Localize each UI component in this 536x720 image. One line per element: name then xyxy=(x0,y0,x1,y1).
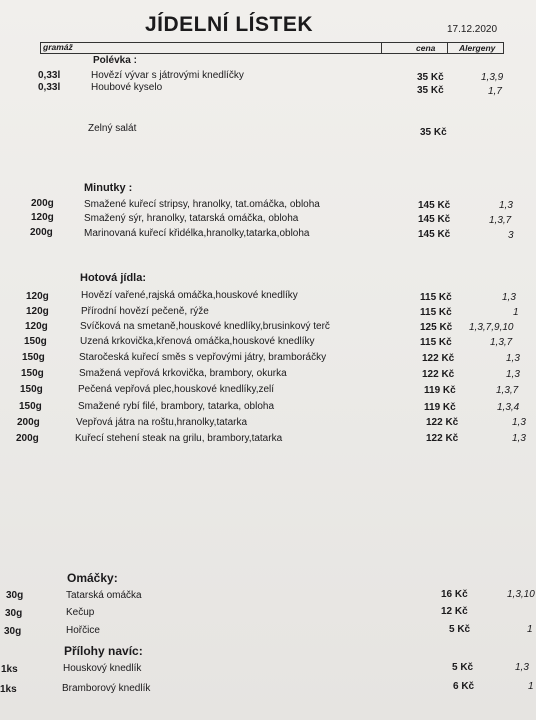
item-name: Bramborový knedlík xyxy=(62,683,151,694)
item-weight: 120g xyxy=(25,321,48,332)
item-weight: 200g xyxy=(17,417,40,428)
item-allergens: 1,3 xyxy=(502,292,516,303)
item-allergens: 1,3,9 xyxy=(481,72,504,83)
item-name: Smažené rybí filé, brambory, tatarka, obloha xyxy=(78,401,275,412)
item-name: Smažené kuřecí stripsy, hranolky, tat.omáčka, obloha xyxy=(84,199,320,210)
section-title-prilohy: Přílohy navíc: xyxy=(64,644,143,658)
item-weight: 200g xyxy=(16,433,39,444)
item-name: Přírodní hovězí pečeně, rýže xyxy=(81,306,209,317)
item-name: Tatarská omáčka xyxy=(66,590,142,601)
item-allergens: 1,3,7 xyxy=(496,385,519,396)
item-allergens: 1,3,7 xyxy=(490,337,513,348)
item-weight: 150g xyxy=(24,336,47,347)
item-weight: 30g xyxy=(6,590,24,601)
item-allergens: 1 xyxy=(527,624,533,635)
item-name: Hovězí vařené,rajská omáčka,houskové knedlíky xyxy=(81,290,298,301)
item-allergens: 1,3 xyxy=(515,662,529,673)
item-price: 35 Kč xyxy=(417,85,444,96)
section-title-minutky: Minutky : xyxy=(84,182,133,194)
item-allergens: 1,3,10 xyxy=(507,589,535,600)
item-price: 115 Kč xyxy=(420,292,452,303)
item-name: Staročeská kuřecí směs s vepřovými játry, bramboráčky xyxy=(79,352,327,363)
item-allergens: 1,3 xyxy=(506,369,520,380)
item-name: Zelný salát xyxy=(88,123,137,134)
item-name: Marinovaná kuřecí křidélka,hranolky,tatarka,obloha xyxy=(84,228,310,239)
item-price: 12 Kč xyxy=(441,606,468,617)
section-title-polevka: Polévka : xyxy=(93,55,137,66)
item-price: 145 Kč xyxy=(418,200,451,211)
item-weight: 150g xyxy=(19,401,42,412)
header-cena: cena xyxy=(416,43,436,53)
item-weight: 150g xyxy=(21,368,44,379)
item-price: 125 Kč xyxy=(420,322,453,333)
item-name: Houskový knedlík xyxy=(63,663,142,674)
item-price: 122 Kč xyxy=(422,369,455,380)
item-name: Houbové kyselo xyxy=(91,82,163,93)
item-allergens: 1,3 xyxy=(512,433,526,444)
item-name: Smažený sýr, hranolky, tatarská omáčka, obloha xyxy=(84,213,299,224)
item-price: 145 Kč xyxy=(418,229,451,240)
item-weight: 150g xyxy=(22,352,45,363)
item-allergens: 1,3,7 xyxy=(489,215,512,226)
item-weight: 150g xyxy=(20,384,43,395)
item-allergens: 3 xyxy=(508,230,514,241)
item-allergens: 1,3 xyxy=(506,353,520,364)
menu-date: 17.12.2020 xyxy=(447,24,498,35)
item-name: Hořčice xyxy=(66,625,100,636)
item-name: Hovězí vývar s játrovými knedlíčky xyxy=(91,70,244,81)
column-divider xyxy=(447,42,448,54)
item-price: 122 Kč xyxy=(426,433,459,444)
item-name: Kuřecí stehení steak na grilu, brambory,tatarka xyxy=(75,433,283,444)
item-price: 16 Kč xyxy=(441,589,468,600)
item-weight: 30g xyxy=(5,608,23,619)
item-price: 5 Kč xyxy=(452,662,474,673)
item-allergens: 1 xyxy=(528,681,534,692)
item-price: 35 Kč xyxy=(420,127,447,138)
item-weight: 120g xyxy=(26,291,49,302)
item-weight: 0,33l xyxy=(38,82,61,93)
item-allergens: 1,7 xyxy=(488,86,502,97)
item-name: Kečup xyxy=(66,607,95,618)
item-price: 119 Kč xyxy=(424,385,456,396)
item-price: 119 Kč xyxy=(424,402,456,413)
menu-title: JÍDELNÍ LÍSTEK xyxy=(145,13,314,36)
item-price: 115 Kč xyxy=(420,337,452,348)
item-price: 122 Kč xyxy=(422,353,455,364)
item-allergens: 1,3,7,9,10 xyxy=(469,322,514,333)
item-weight: 120g xyxy=(26,306,49,317)
item-weight: 30g xyxy=(4,626,22,637)
item-name: Uzená krkovička,křenová omáčka,houskové knedlíky xyxy=(80,336,315,347)
item-price: 5 Kč xyxy=(449,624,471,635)
item-name: Vepřová játra na roštu,hranolky,tatarka xyxy=(76,417,248,428)
item-price: 115 Kč xyxy=(420,307,452,318)
item-name: Svíčková na smetaně,houskové knedlíky,brusinkový terč xyxy=(80,321,330,332)
item-weight: 1ks xyxy=(1,664,18,675)
item-price: 145 Kč xyxy=(418,214,451,225)
item-price: 122 Kč xyxy=(426,417,459,428)
column-divider xyxy=(381,42,382,54)
item-weight: 0,33l xyxy=(38,70,61,81)
item-allergens: 1,3 xyxy=(499,200,513,211)
header-gramaz: gramáž xyxy=(43,42,73,52)
section-title-omacky: Omáčky: xyxy=(67,571,118,585)
item-weight: 120g xyxy=(31,212,54,223)
item-price: 35 Kč xyxy=(417,72,444,83)
item-allergens: 1 xyxy=(513,307,519,318)
header-alergeny: Alergeny xyxy=(459,43,496,53)
item-price: 6 Kč xyxy=(453,681,475,692)
section-title-hotova: Hotová jídla: xyxy=(80,272,147,284)
item-name: Smažená vepřová krkovička, brambory, okurka xyxy=(79,368,287,379)
item-weight: 200g xyxy=(30,227,53,238)
item-weight: 1ks xyxy=(0,684,17,695)
item-allergens: 1,3,4 xyxy=(497,402,520,413)
item-name: Pečená vepřová plec,houskové knedlíky,zelí xyxy=(78,384,275,395)
item-weight: 200g xyxy=(31,198,54,209)
item-allergens: 1,3 xyxy=(512,417,526,428)
